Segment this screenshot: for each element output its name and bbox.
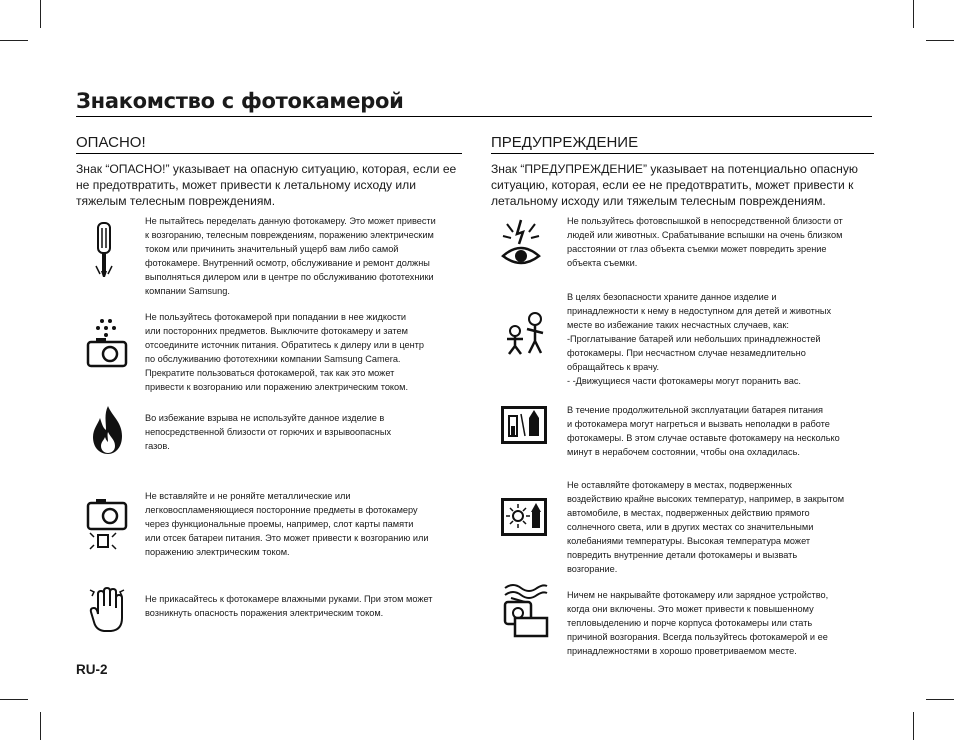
wet-hand-icon <box>86 586 128 634</box>
danger-intro: Знак “ОПАСНО!” указывает на опасную ситуацию, которая, если ее не предотвратить, может привести к летальному исходу или тяжелым телесным повреждениям. <box>76 162 457 208</box>
warning-item-2: В целях безопасности храните данное изделие и принадлежности к нему в недоступном для детей и животных месте во избежание таких несчастных случаев, как: -Проглатывание батарей или небольших принадлежностей фотокамеры. При несчастном случае незамедлительно обращайтесь к врачу. - -Движущиеся части фотокамеры могут поранить вас. <box>567 292 832 386</box>
page-number: RU-2 <box>76 662 108 677</box>
crop-mark <box>0 40 28 41</box>
camera-liquid-icon <box>86 318 128 368</box>
danger-item-2: Не пользуйтесь фотокамерой при попадании в нее жидкости или посторонних предметов. Выключите фотокамеру и затем отсоедините источник питания. Обратитесь к дилеру или в центр по обслуживанию фототехники компании Samsung Camera. Прекратите пользоваться фотокамерой, так как это может привести к возгоранию или поражению электрическим током. <box>145 312 424 392</box>
crop-mark <box>913 712 914 740</box>
battery-heat-icon <box>501 406 547 444</box>
danger-item-3: Во избежание взрыва не используйте данное изделие в непосредственной близости от горючих и взрывоопасных газов. <box>145 413 392 451</box>
danger-item-1: Не пытайтесь переделать данную фотокамеру. Это может привести к возгоранию, телесным повреждениям, поражению электрическим током или причинить значительный ущерб вам либо самой фотокамере. Внутренний осмотр, обслуживание и ремонт должны выполняться дилером или в центре по обслуживанию фототехники компании Samsung. <box>145 216 436 296</box>
warning-item-5: Ничем не накрывайте фотокамеру или зарядное устройство, когда они включены. Это может привести к повышенному тепловыделению и порче корпуса фотокамеры или стать причиной возгорания. Всегда пользуйтесь фотокамерой и ее принадлежностями в хорошо проветриваемом месте. <box>567 590 829 656</box>
camera-foreign-object-icon <box>86 497 128 553</box>
flash-eye-icon <box>501 218 541 268</box>
crop-mark <box>40 712 41 740</box>
crop-mark <box>926 40 954 41</box>
crop-mark <box>913 0 914 28</box>
sun-temperature-icon <box>501 498 547 536</box>
children-icon <box>499 311 549 355</box>
warning-intro: Знак “ПРЕДУПРЕЖДЕНИЕ” указывает на потенциально опасную ситуацию, которая, если ее не предотвратить, может привести к летальному исходу или тяжелым телесным повреждениям. <box>491 162 858 208</box>
page-title: Знакомство с фотокамерой <box>76 88 872 117</box>
warning-heading: ПРЕДУПРЕЖДЕНИЕ <box>491 134 874 154</box>
screwdriver-icon <box>92 222 116 280</box>
warning-item-1: Не пользуйтесь фотовспышкой в непосредственной близости от людей или животных. Срабатывание вспышки на очень близком расстоянии от глаз объекта съемки может повредить зрение объекта съемки. <box>567 216 843 268</box>
danger-heading: ОПАСНО! <box>76 134 462 154</box>
crop-mark <box>0 699 28 700</box>
covered-camera-icon <box>501 580 551 638</box>
fire-icon <box>90 404 126 456</box>
danger-item-4: Не вставляйте и не роняйте металлические или легковоспламеняющиеся посторонние предметы в фотокамеру через функциональные проемы, например, слот карты памяти или отсек батареи питания. Это может привести к возгоранию или поражению электрическим током. <box>145 491 429 557</box>
crop-mark <box>40 0 41 28</box>
warning-item-4: Не оставляйте фотокамеру в местах, подверженных воздействию крайне высоких температур, например, в закрытом автомобиле, в местах, подверженных действию прямого солнечного света, или в других местах со значительными колебаниями температуры. Высокая температура может повредить внутренние детали фотокамеры и вызвать возгорание. <box>567 480 845 574</box>
warning-item-3: В течение продолжительной эксплуатации батарея питания и фотокамера могут нагреться и вызвать неполадки в работе фотокамеры. В этом случае оставьте фотокамеру на несколько минут в нерабочем состоянии, чтобы она охладилась. <box>567 405 840 457</box>
danger-item-5: Не прикасайтесь к фотокамере влажными руками. При этом может возникнуть опасность поражения электрическим током. <box>145 594 433 618</box>
crop-mark <box>926 699 954 700</box>
